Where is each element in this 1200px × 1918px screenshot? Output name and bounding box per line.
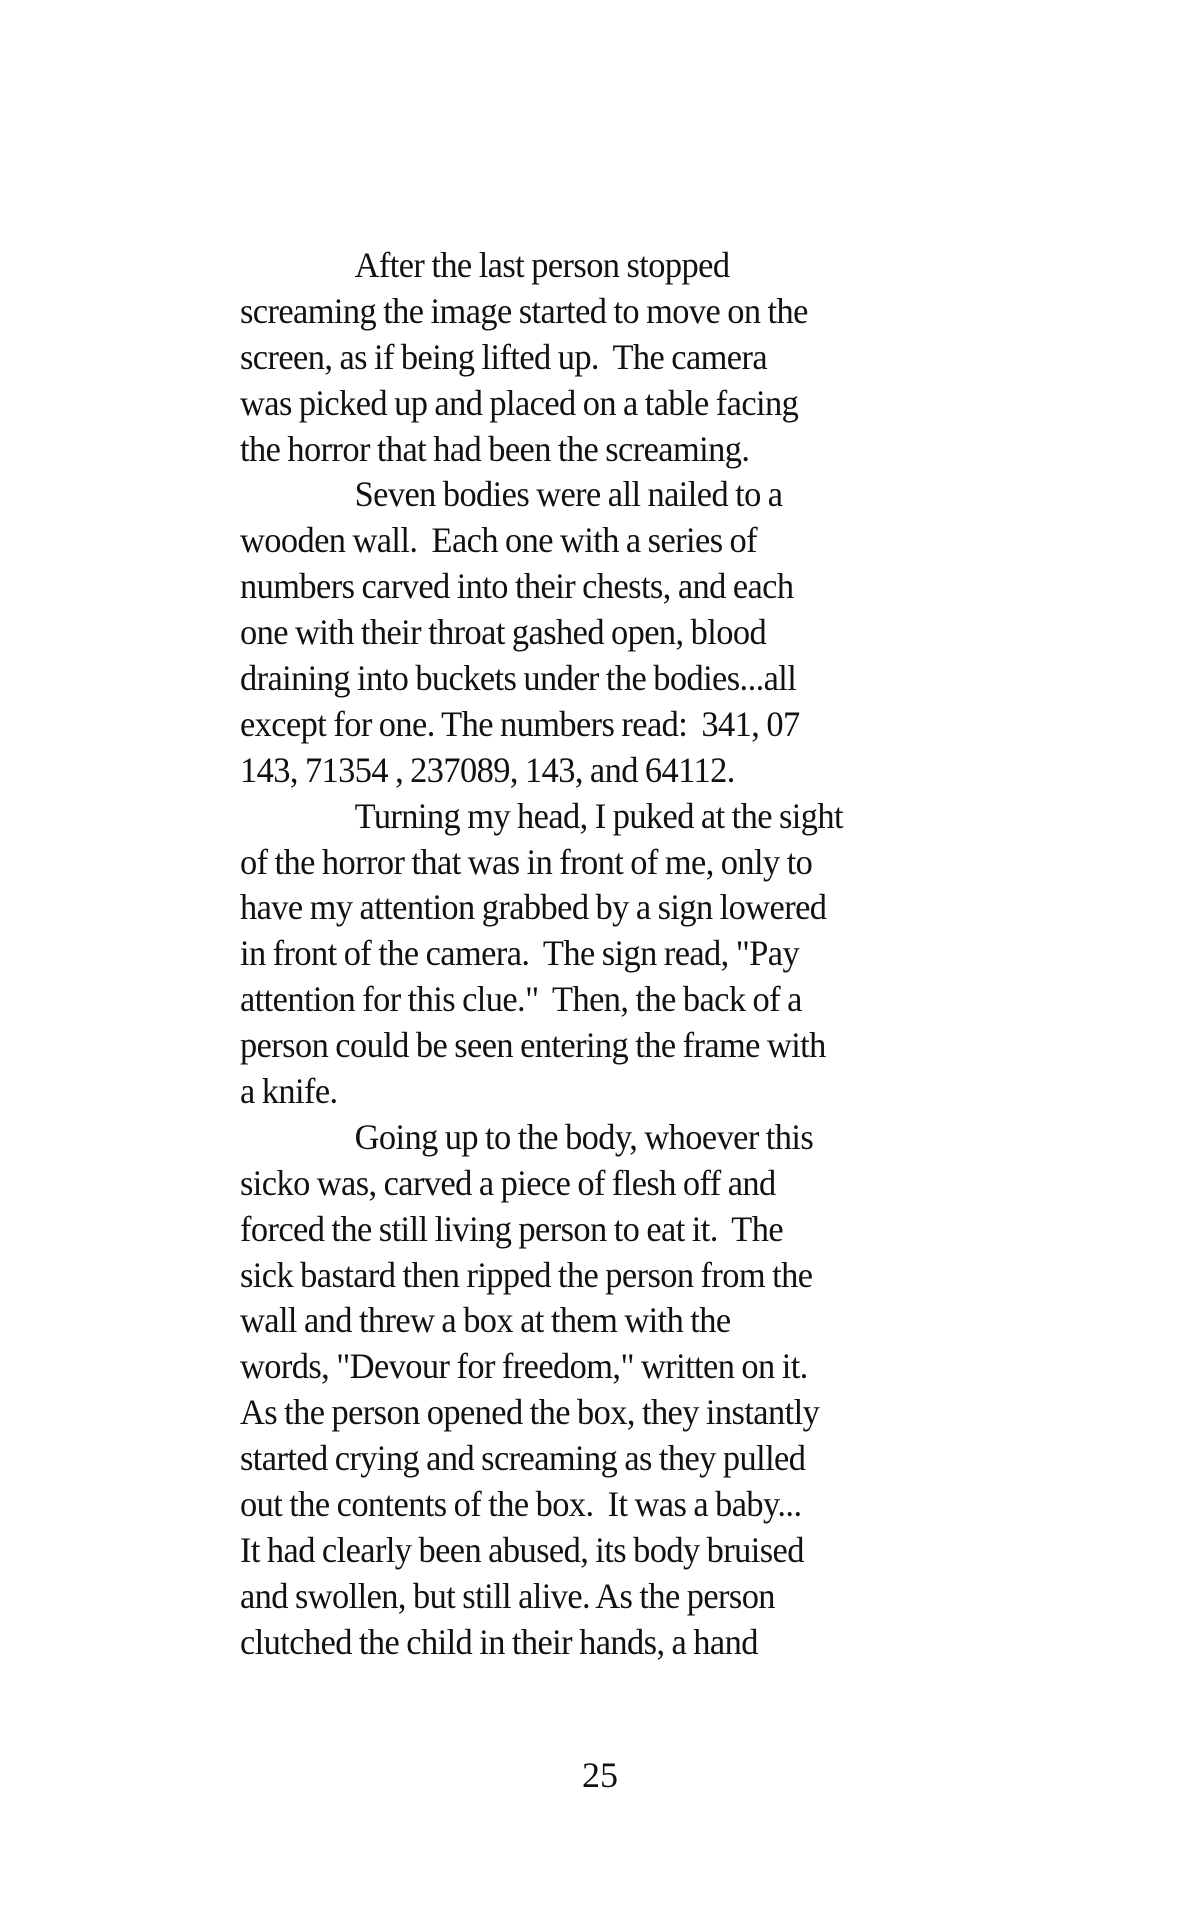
- text-line: except for one. The numbers read: 341, 07: [240, 703, 800, 744]
- text-line: As the person opened the box, they instantly: [240, 1392, 820, 1433]
- text-line: screen, as if being lifted up. The camera: [240, 336, 768, 377]
- text-line: numbers carved into their chests, and each: [240, 566, 794, 607]
- text-line: forced the still living person to eat it. The: [240, 1208, 784, 1249]
- text-line: of the horror that was in front of me, only to: [240, 841, 813, 882]
- text-line: draining into buckets under the bodies...all: [240, 658, 797, 699]
- paragraph-first-line: Turning my head, I puked at the sight: [354, 795, 844, 836]
- text-line: wall and threw a box at them with the: [240, 1300, 731, 1341]
- paragraph-first-line: Seven bodies were all nailed to a: [354, 474, 783, 515]
- text-line: It had clearly been abused, its body bruised: [240, 1529, 804, 1570]
- body-text: [240, 243, 980, 1666]
- text-line: in front of the camera. The sign read, "Pay: [240, 933, 800, 974]
- text-line: sick bastard then ripped the person from the: [240, 1254, 813, 1295]
- paragraph-first-line: After the last person stopped: [354, 245, 730, 285]
- text-line: and swollen, but still alive. As the person: [240, 1575, 775, 1616]
- text-line: sicko was, carved a piece of flesh off and: [240, 1162, 776, 1203]
- text-line: wooden wall. Each one with a series of: [240, 520, 758, 561]
- text-line: attention for this clue." Then, the back of a: [240, 979, 802, 1020]
- text-line: 143, 71354 , 237089, 143, and 64112.: [240, 749, 735, 790]
- text-line: started crying and screaming as they pulled: [240, 1438, 806, 1479]
- text-line: clutched the child in their hands, a hand: [240, 1621, 758, 1662]
- text-line: the horror that had been the screaming.: [240, 428, 750, 469]
- text-line: person could be seen entering the frame with: [240, 1025, 826, 1066]
- text-line: out the contents of the box. It was a baby...: [240, 1484, 802, 1525]
- text-line: one with their throat gashed open, blood: [240, 612, 767, 653]
- paragraph-first-line: Going up to the body, whoever this: [354, 1116, 814, 1157]
- text-line: screaming the image started to move on the: [240, 290, 808, 331]
- text-line: words, "Devour for freedom," written on it.: [240, 1346, 808, 1387]
- text-line: have my attention grabbed by a sign lowered: [240, 887, 827, 928]
- text-line: was picked up and placed on a table facing: [240, 382, 799, 423]
- page-number: 25: [582, 1755, 618, 1795]
- text-line: a knife.: [240, 1071, 338, 1112]
